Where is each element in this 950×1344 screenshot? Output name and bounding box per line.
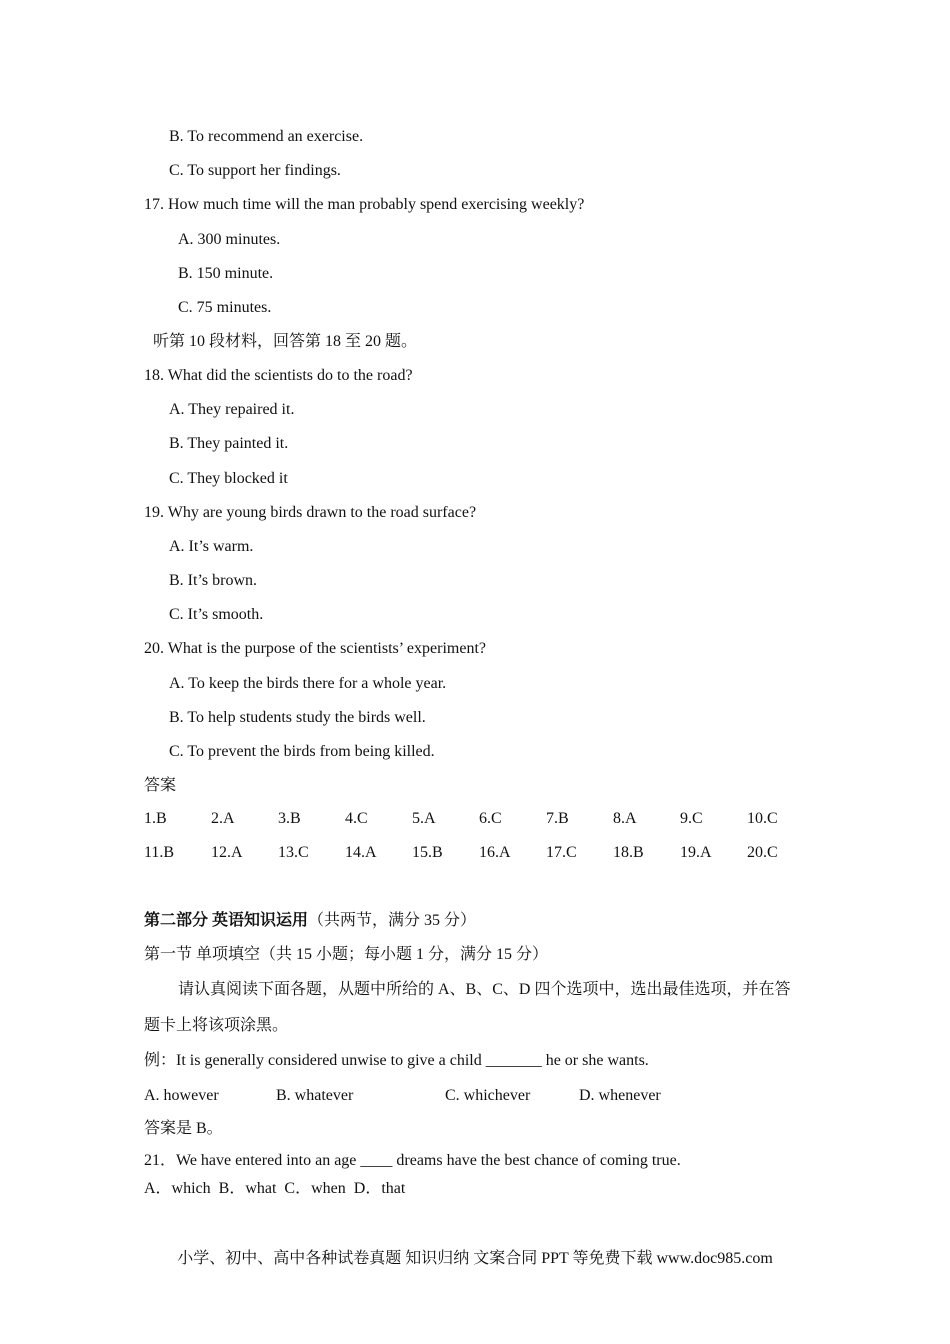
answer-cell: 18.B: [613, 844, 644, 861]
example-answer: 答案是 B。: [144, 1120, 223, 1137]
q20-option-c: C. To prevent the birds from being killed.: [169, 743, 435, 760]
example-option-d: D. whenever: [579, 1087, 661, 1104]
answer-cell: 1.B: [144, 810, 167, 827]
q18-option-a: A. They repaired it.: [169, 401, 295, 418]
example-prefix: 例：: [144, 1052, 177, 1069]
part2-title-bold: 第二部分 英语知识运用: [144, 912, 309, 929]
answer-cell: 19.A: [680, 844, 712, 861]
q20-stem: 20. What is the purpose of the scientists’ experiment?: [144, 640, 486, 657]
q18-option-b: B. They painted it.: [169, 435, 289, 452]
answer-cell: 16.A: [479, 844, 511, 861]
q19-stem: 19. Why are young birds drawn to the road surface?: [144, 504, 477, 521]
example-text: It is generally considered unwise to give a child _______ he or she wants.: [176, 1052, 649, 1069]
answers-label: 答案: [144, 777, 177, 794]
answer-cell: 7.B: [546, 810, 569, 827]
answer-cell: 20.C: [747, 844, 778, 861]
answer-cell: 17.C: [546, 844, 577, 861]
example-option-a: A. however: [144, 1087, 219, 1104]
q19-option-a: A. It’s warm.: [169, 538, 254, 555]
q21-stem: 21．We have entered into an age ____ dreams have the best chance of coming true.: [144, 1152, 681, 1169]
part2-title: [144, 911, 476, 931]
answer-cell: 13.C: [278, 844, 309, 861]
instruction-line-2: 题卡上将该项涂黑。: [144, 1017, 289, 1034]
example-sentence: [144, 1051, 649, 1071]
q21-options: A．which B．what C．when D．that: [144, 1180, 406, 1197]
q20-option-b: B. To help students study the birds well.: [169, 709, 426, 726]
q17-option-a: A. 300 minutes.: [178, 231, 281, 248]
q17-option-b: B. 150 minute.: [178, 265, 274, 282]
part2-title-note: （共两节，满分 35 分）: [308, 912, 477, 929]
q18-option-c: C. They blocked it: [169, 470, 288, 487]
q18-stem: 18. What did the scientists do to the road?: [144, 367, 413, 384]
q19-option-c: C. It’s smooth.: [169, 606, 264, 623]
q16-option-c: C. To support her findings.: [169, 162, 341, 179]
answer-cell: 14.A: [345, 844, 377, 861]
answer-cell: 9.C: [680, 810, 703, 827]
answer-cell: 10.C: [747, 810, 778, 827]
q19-option-b: B. It’s brown.: [169, 572, 257, 589]
example-option-b: B. whatever: [276, 1087, 354, 1104]
answer-cell: 12.A: [211, 844, 243, 861]
example-option-c: C. whichever: [445, 1087, 531, 1104]
section1-title: 第一节 单项填空（共 15 小题；每小题 1 分，满分 15 分）: [144, 946, 549, 963]
section10-instruction: 听第 10 段材料，回答第 18 至 20 题。: [153, 333, 418, 350]
answer-cell: 15.B: [412, 844, 443, 861]
q20-option-a: A. To keep the birds there for a whole year.: [169, 675, 447, 692]
answer-cell: 2.A: [211, 810, 235, 827]
answer-cell: 6.C: [479, 810, 502, 827]
answer-cell: 3.B: [278, 810, 301, 827]
footer-text: 小学、初中、高中各种试卷真题 知识归纳 文案合同 PPT 等免费下载 www.doc985.com: [177, 1250, 773, 1267]
q17-option-c: C. 75 minutes.: [178, 299, 272, 316]
instruction-line-1: 请认真阅读下面各题，从题中所给的 A、B、C、D 四个选项中，选出最佳选项，并在答: [178, 981, 791, 998]
answer-cell: 4.C: [345, 810, 368, 827]
q16-option-b: B. To recommend an exercise.: [169, 128, 364, 145]
q17-stem: 17. How much time will the man probably spend exercising weekly?: [144, 196, 585, 213]
answer-cell: 5.A: [412, 810, 436, 827]
answer-cell: 8.A: [613, 810, 637, 827]
answer-cell: 11.B: [144, 844, 175, 861]
